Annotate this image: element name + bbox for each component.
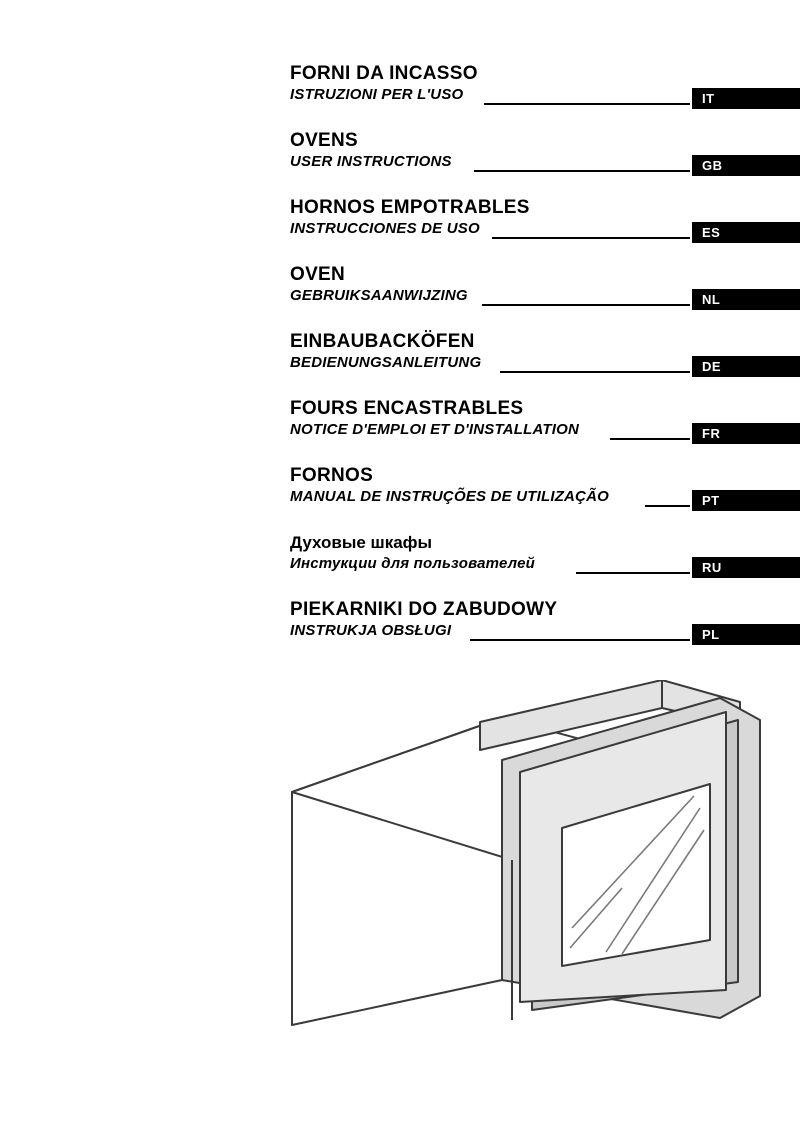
- language-section: [0, 330, 802, 397]
- language-titles: [290, 464, 609, 507]
- language-titles: [290, 531, 535, 574]
- language-titles: [290, 62, 478, 105]
- language-section: [0, 129, 802, 196]
- language-section: [0, 531, 802, 598]
- language-title: OVENS: [290, 130, 359, 151]
- language-section: [0, 62, 802, 129]
- language-code-label: DE: [702, 359, 722, 374]
- language-code-label: FR: [702, 426, 721, 441]
- language-title: PIEKARNIKI DO ZABUDOWY: [290, 599, 558, 620]
- language-titles: [290, 196, 530, 239]
- language-sections: [0, 62, 802, 665]
- language-section: [0, 397, 802, 464]
- language-titles: [290, 598, 557, 641]
- language-section: [0, 598, 802, 665]
- language-code-tag: [692, 222, 800, 243]
- language-title: FORNOS: [290, 465, 374, 486]
- language-section: [0, 464, 802, 531]
- leader-rule: [484, 103, 690, 105]
- language-code-label: NL: [702, 292, 721, 307]
- language-code-label: IT: [702, 91, 715, 106]
- leader-rule: [492, 237, 690, 239]
- language-title: EINBAUBACKÖFEN: [290, 331, 475, 352]
- language-title: Духовые шкафы: [290, 533, 433, 552]
- language-code-tag: [692, 557, 800, 578]
- language-subtitle: ISTRUZIONI PER L'USO: [290, 86, 464, 103]
- language-titles: [290, 129, 452, 172]
- language-section: [0, 196, 802, 263]
- language-code-label: ES: [702, 225, 721, 240]
- language-code-tag: [692, 289, 800, 310]
- language-subtitle: BEDIENUNGSANLEITUNG: [290, 354, 482, 371]
- leader-rule: [610, 438, 690, 440]
- language-subtitle: USER INSTRUCTIONS: [290, 153, 452, 170]
- leader-rule: [474, 170, 690, 172]
- leader-rule: [482, 304, 690, 306]
- leader-rule: [645, 505, 690, 507]
- language-titles: [290, 397, 579, 440]
- leader-rule: [500, 371, 690, 373]
- language-code-label: PL: [702, 627, 720, 642]
- language-code-label: GB: [702, 158, 723, 173]
- language-code-tag: [692, 624, 800, 645]
- language-titles: [290, 330, 481, 373]
- language-title: HORNOS EMPOTRABLES: [290, 197, 530, 218]
- language-subtitle: GEBRUIKSAANWIJZING: [290, 287, 468, 304]
- language-code-tag: [692, 155, 800, 176]
- language-subtitle: MANUAL DE INSTRUÇÕES DE UTILIZAÇÃO: [290, 488, 610, 505]
- leader-rule: [576, 572, 690, 574]
- language-code-tag: [692, 490, 800, 511]
- language-subtitle: Инстукции для пользователей: [290, 555, 535, 572]
- language-code-label: RU: [702, 560, 722, 575]
- built-in-oven-illustration: [270, 680, 780, 1060]
- language-code-tag: [692, 88, 800, 109]
- language-section: [0, 263, 802, 330]
- language-subtitle: INSTRUKJA OBSŁUGI: [290, 622, 452, 639]
- language-titles: [290, 263, 468, 306]
- language-subtitle: NOTICE D'EMPLOI ET D'INSTALLATION: [290, 421, 579, 438]
- leader-rule: [470, 639, 690, 641]
- language-title: FORNI DA INCASSO: [290, 63, 478, 84]
- language-title: FOURS ENCASTRABLES: [290, 398, 524, 419]
- language-code-tag: [692, 356, 800, 377]
- language-title: OVEN: [290, 264, 346, 285]
- language-code-tag: [692, 423, 800, 444]
- language-subtitle: INSTRUCCIONES DE USO: [290, 220, 480, 237]
- language-code-label: PT: [702, 493, 720, 508]
